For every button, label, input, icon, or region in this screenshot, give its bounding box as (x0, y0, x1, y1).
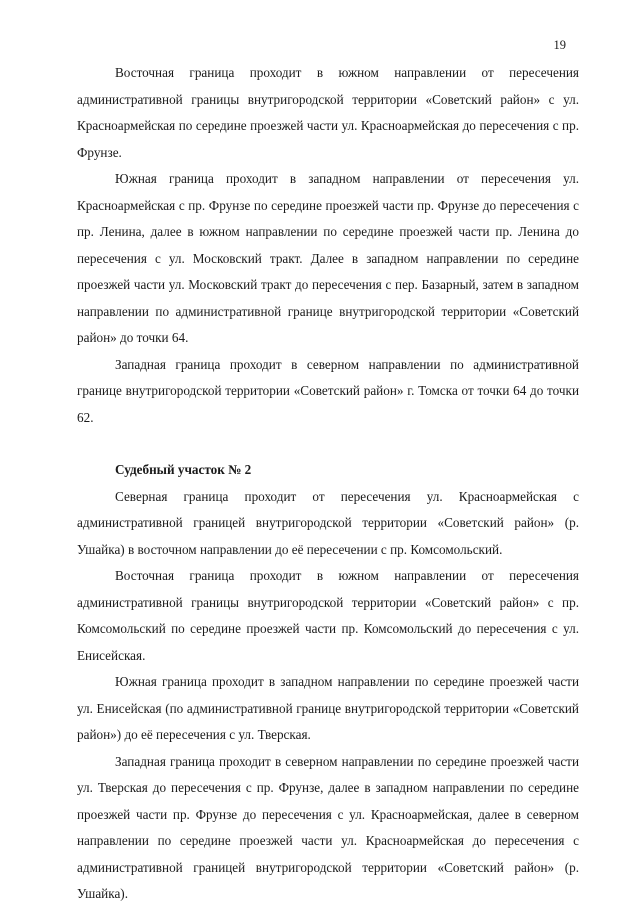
paragraph-east-border-2: Восточная граница проходит в южном направлении от пересечения административной границы внутригородской территории «Советский район» с пр. Комсомольский по середине проезжей части пр. Комсомольский до пересечения с ул. Енисейская. (77, 568, 579, 663)
paragraph-west-border-2: Западная граница проходит в северном направлении по середине проезжей части ул. Тверская до пересечения с пр. Фрунзе, далее в западном направлении по середине проезжей части пр. Фрунзе до пересечения с ул. Красноармейская, далее в северном направлении по середине проезжей части ул. Красноармейская до пересечения с административной границей внутригородской территории «Советский район» (р. Ушайка). (77, 753, 579, 901)
paragraph-south-border-2: Южная граница проходит в западном направлении по середине проезжей части ул. Енисейская (по административной границе внутригородской территории «Советский район») до её пересечения с ул. Тверская. (77, 674, 579, 742)
paragraph-east-border-1: Восточная граница проходит в южном направлении от пересечения административной границы внутригородской территории «Советский район» с ул. Красноармейская по середине проезжей части ул. Красноармейская до пересечения с пр. Фрунзе. (77, 65, 579, 160)
section-heading: Судебный участок № 2 (115, 462, 252, 477)
paragraph-north-border-2: Северная граница проходит от пересечения ул. Красноармейская с административной границей внутригородской территории «Советский район» (р. Ушайка) в восточном направлении до её пересечении с пр. Комсомольский. (77, 488, 579, 557)
document-body (77, 60, 579, 908)
page-number: 19 (553, 38, 566, 52)
paragraph-south-border-1: Южная граница проходит в западном направлении от пересечения ул. Красноармейская с пр. Фрунзе по середине проезжей части пр. Фрунзе до пересечения с пр. Ленина, далее в южном направлении по середине проезжей части пр. Ленина до пересечения с ул. Московский тракт. Далее в западном направлении по середине проезжей части ул. Московский тракт до пересечения с пер. Базарный, затем в западном направлении по административной границе внутригородской территории «Советский район» до точки 64. (77, 171, 579, 345)
paragraph-west-border-1: Западная граница проходит в северном направлении по административной границе внутригородской территории «Советский район» г. Томска от точки 64 до точки 62. (77, 356, 579, 425)
